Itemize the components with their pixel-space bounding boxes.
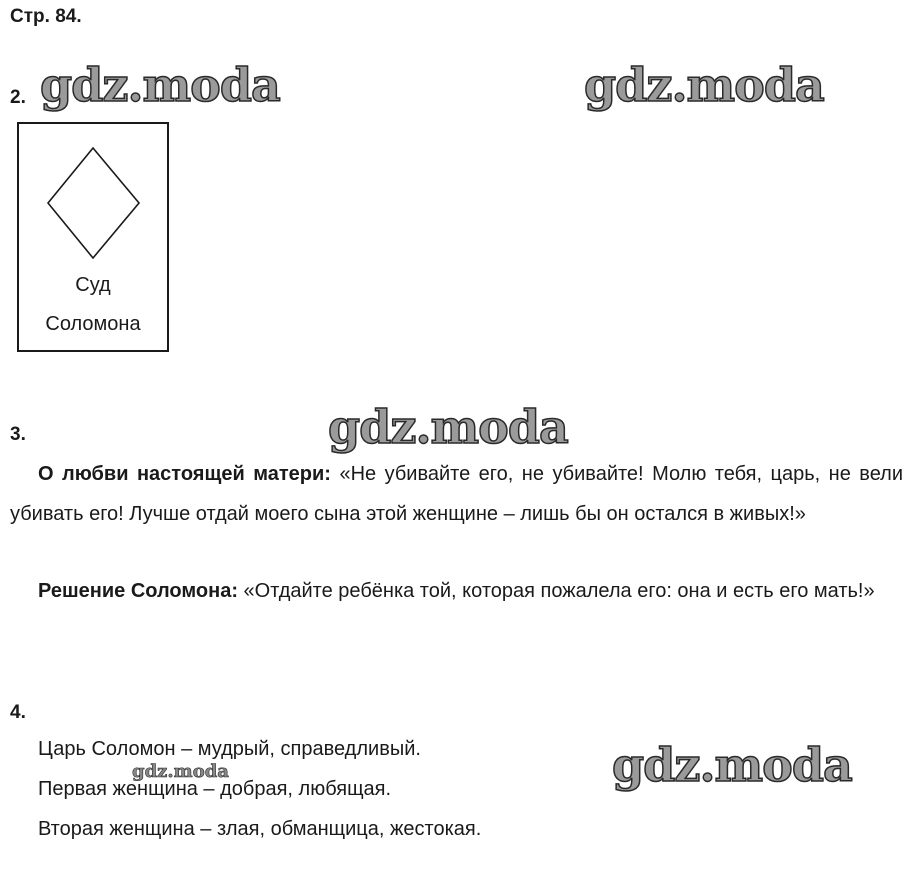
paragraph-decision <box>10 571 903 611</box>
card-caption-line: Суд <box>75 274 111 296</box>
character-description: Первая женщина – добрая, любящая. <box>38 778 392 800</box>
paragraph-label: О любви настоящей матери: <box>38 463 331 485</box>
card-caption-line: Соломона <box>45 313 141 335</box>
character-description: Вторая женщина – злая, обманщица, жестокая. <box>38 818 482 840</box>
paragraph-label: Решение Соломона: <box>38 580 238 602</box>
task-number: 3. <box>10 424 26 445</box>
page-header: Стр. 84. <box>10 6 82 27</box>
task-number: 4. <box>10 702 26 723</box>
task-number: 2. <box>10 87 26 108</box>
paragraph-mother <box>10 454 903 534</box>
diamond-shape <box>19 124 167 264</box>
watermark-logo: gdz.moda <box>612 738 852 792</box>
paragraph-text: «Отдайте ребёнка той, которая пожалела его: она и есть его мать!» <box>237 580 875 602</box>
paragraph-text: «Не убивайте его, не убивайте! Молю тебя, царь, не вели убивать его! Лучше отдай моего сына этой женщине – лишь бы он остался в живых!» <box>10 463 903 525</box>
drawing-card <box>17 122 169 352</box>
character-description: Царь Соломон – мудрый, справедливый. <box>38 738 421 760</box>
watermark-logo: gdz.moda <box>40 58 280 112</box>
watermark-logo: gdz.moda <box>584 58 824 112</box>
watermark-logo-small: gdz.moda <box>132 761 229 782</box>
card-caption <box>19 266 167 344</box>
watermark-logo: gdz.moda <box>328 400 568 454</box>
